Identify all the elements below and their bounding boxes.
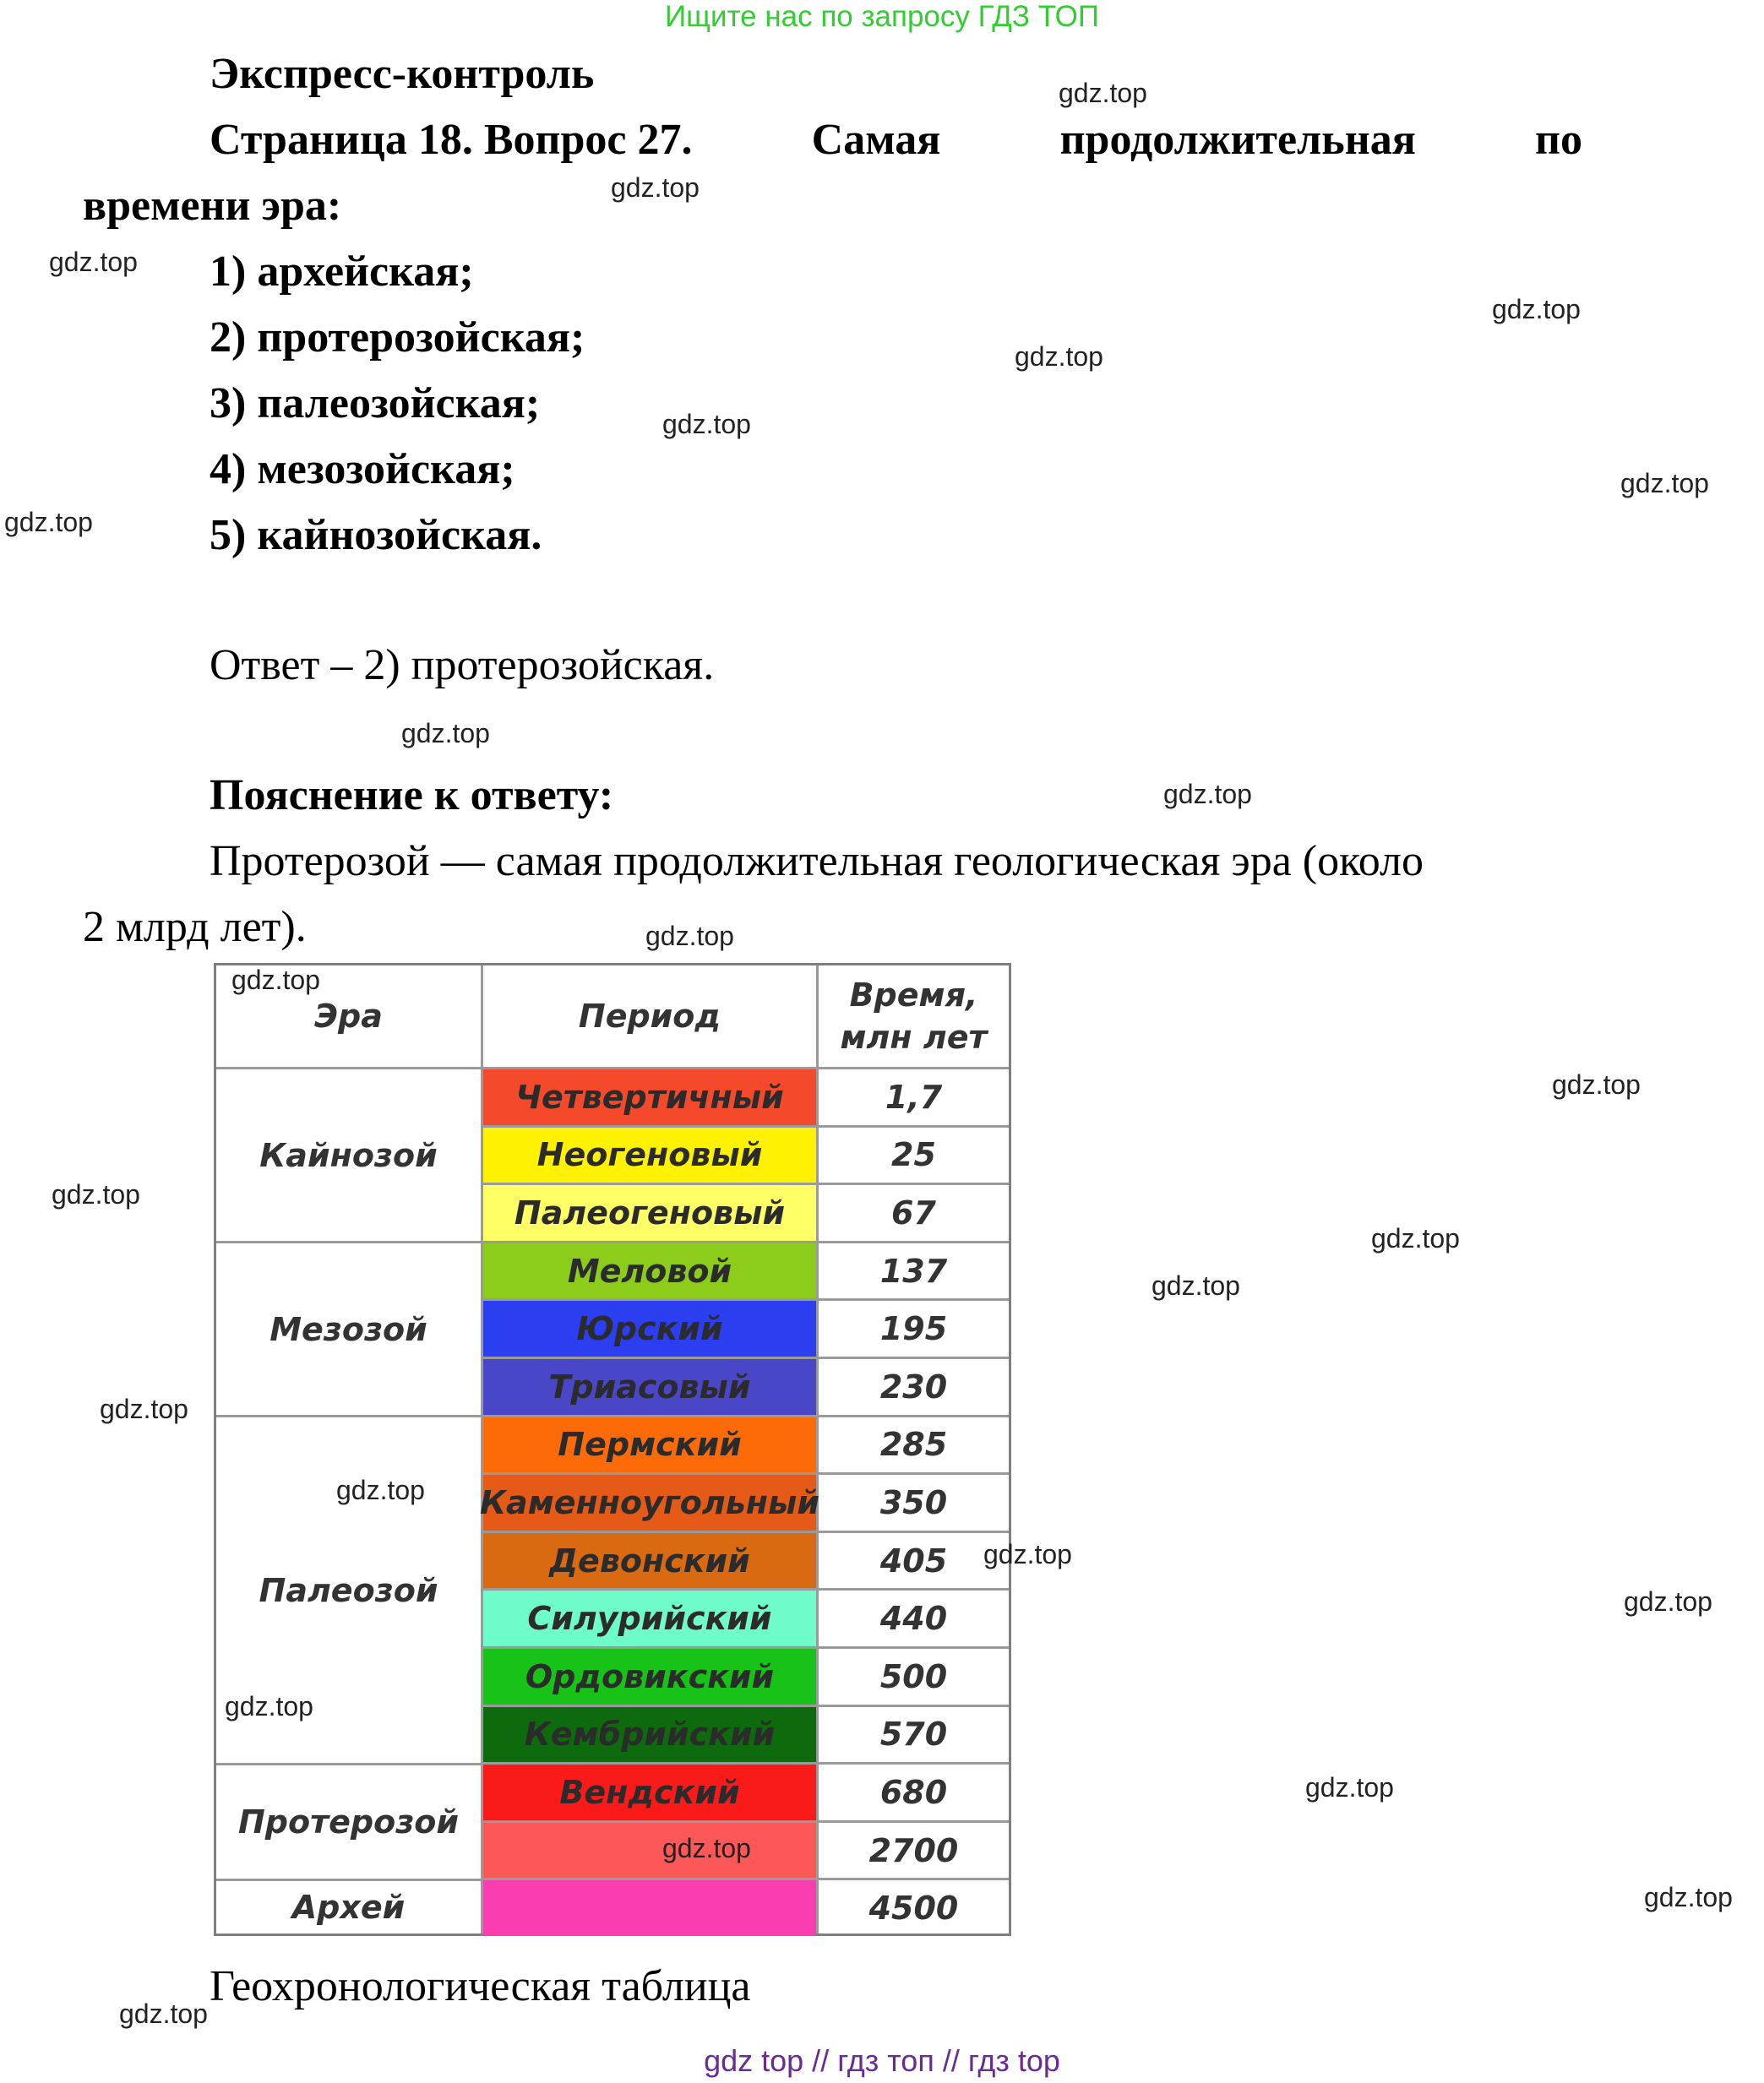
time-cell: 285	[819, 1415, 1009, 1473]
watermark-text: gdz.top	[1620, 468, 1709, 498]
time-cell: 680	[819, 1762, 1009, 1820]
time-cell: 500	[819, 1646, 1009, 1705]
watermark-text: gdz.top	[225, 1691, 313, 1721]
period-cell	[483, 1820, 816, 1879]
table-caption: Геохронологическая таблица	[210, 1962, 751, 2010]
time-cell: 350	[819, 1472, 1009, 1531]
watermark-text: gdz.top	[1059, 78, 1147, 108]
time-cell: 440	[819, 1588, 1009, 1646]
search-hint-link[interactable]: Ищите нас по запросу ГДЗ ТОП	[665, 0, 1099, 33]
watermark-text: gdz.top	[1015, 341, 1103, 372]
question-word: Самая	[811, 116, 941, 164]
header-time	[819, 965, 1009, 1067]
period-cell: Кембрийский	[483, 1705, 816, 1763]
time-column	[819, 965, 1009, 1933]
time-cell: 137	[819, 1241, 1009, 1299]
watermark-text: gdz.top	[1305, 1772, 1394, 1803]
watermark-text: gdz.top	[1624, 1586, 1712, 1617]
period-cell: Палеогеновый	[483, 1183, 816, 1241]
time-cell: 4500	[819, 1878, 1009, 1936]
period-cell	[483, 1878, 816, 1936]
watermark-text: gdz.top	[231, 965, 320, 995]
option-5: 5) кайнозойская.	[210, 511, 542, 559]
time-cell: 25	[819, 1125, 1009, 1183]
option-1: 1) архейская;	[210, 247, 474, 296]
footer-links[interactable]: gdz top // гдз топ // гдз top	[704, 2043, 1060, 2078]
time-cell: 67	[819, 1183, 1009, 1241]
section-heading: Экспресс-контроль	[210, 50, 595, 98]
header-era: Эра	[314, 998, 383, 1035]
geochronological-table	[214, 963, 1011, 1936]
watermark-text: gdz.top	[100, 1394, 188, 1424]
time-cell: 230	[819, 1357, 1009, 1415]
period-cell: Меловой	[483, 1241, 816, 1299]
watermark-text: gdz.top	[1492, 294, 1581, 324]
explanation-line-1: Протерозой — самая продолжительная геологическая эра (около	[210, 837, 1424, 885]
watermark-text: gdz.top	[401, 718, 490, 748]
era-cell: Архей	[216, 1879, 481, 1933]
period-cell: Неогеновый	[483, 1125, 816, 1183]
watermark-text: gdz.top	[49, 247, 138, 277]
watermark-text: gdz.top	[1163, 779, 1252, 809]
explanation-line-2: 2 млрд лет).	[83, 903, 307, 951]
watermark-text: gdz.top	[662, 1833, 751, 1863]
era-cell: Протерозой	[216, 1763, 481, 1879]
option-3: 3) палеозойская;	[210, 379, 541, 427]
watermark-text: gdz.top	[983, 1539, 1072, 1569]
period-cell: Силурийский	[483, 1588, 816, 1646]
era-cell: Мезозой	[216, 1241, 481, 1415]
watermark-text: gdz.top	[645, 921, 734, 951]
question-word: продолжительная	[1059, 116, 1416, 164]
answer-text: Ответ – 2) протерозойская.	[210, 641, 715, 689]
time-cell: 2700	[819, 1820, 1009, 1879]
watermark-text: gdz.top	[662, 409, 751, 439]
time-cell: 195	[819, 1298, 1009, 1357]
era-cell: Палеозой	[216, 1415, 481, 1763]
period-column	[481, 965, 819, 1933]
watermark-text: gdz.top	[336, 1475, 425, 1505]
header-period: Период	[578, 998, 721, 1035]
era-cell: Кайнозой	[216, 1067, 481, 1241]
watermark-text: gdz.top	[52, 1179, 140, 1210]
header-time-line-1: Время,	[849, 976, 978, 1014]
watermark-text: gdz.top	[1152, 1270, 1240, 1301]
question-word: по	[1535, 116, 1582, 164]
period-cell: Ордовикский	[483, 1646, 816, 1705]
question-continuation: времени эра:	[83, 182, 342, 230]
watermark-text: gdz.top	[1644, 1882, 1733, 1912]
question-line	[210, 115, 1582, 166]
header-time-line-2: млн лет	[840, 1019, 988, 1056]
time-cell: 1,7	[819, 1067, 1009, 1125]
time-cell: 570	[819, 1705, 1009, 1763]
period-cell: Каменноугольный	[483, 1472, 816, 1531]
watermark-text: gdz.top	[119, 1999, 208, 2029]
era-column	[216, 965, 481, 1933]
period-cell: Четвертичный	[483, 1067, 816, 1125]
period-cell: Пермский	[483, 1415, 816, 1473]
period-cell: Вендский	[483, 1762, 816, 1820]
explanation-title: Пояснение к ответу:	[210, 771, 614, 819]
period-cell: Триасовый	[483, 1357, 816, 1415]
option-4: 4) мезозойская;	[210, 445, 515, 493]
period-cell: Юрский	[483, 1298, 816, 1357]
question-word: Страница 18. Вопрос 27.	[210, 116, 693, 164]
period-cell: Девонский	[483, 1531, 816, 1589]
watermark-text: gdz.top	[1552, 1069, 1641, 1100]
option-2: 2) протерозойская;	[210, 313, 585, 362]
watermark-text: gdz.top	[611, 172, 700, 203]
time-cell: 405	[819, 1531, 1009, 1589]
watermark-text: gdz.top	[4, 507, 93, 537]
watermark-text: gdz.top	[1371, 1223, 1460, 1254]
